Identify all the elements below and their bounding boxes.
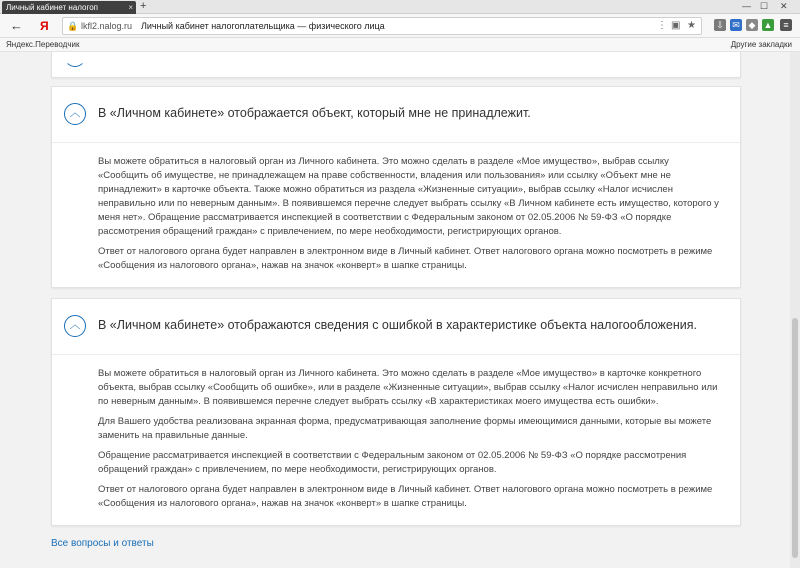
maximize-icon[interactable]: ☐ bbox=[760, 1, 769, 11]
reader-icon[interactable]: ▣ bbox=[671, 20, 681, 31]
faq-question: В «Личном кабинете» отображаются сведения с ошибкой в характеристике объекта налогообложения. bbox=[98, 318, 697, 332]
answer-paragraph: Обращение рассматривается инспекцией в соответствии с Федеральным законом от 02.05.2006 № 59-ФЗ «О порядке рассмотрения обращений граждан» с привлечением, по мере необходимости, регистрирующих органов. bbox=[98, 450, 687, 475]
scroll-thumb[interactable] bbox=[792, 318, 798, 558]
answer-paragraph: Ответ от налогового органа будет направлен в электронном виде в Личный кабинет. Ответ налогового органа можно посмотреть в режиме «Сообщения из налогового органа», нажав на значок «конверт» в шапке страницы. bbox=[98, 484, 713, 509]
mail-icon[interactable]: ✉ bbox=[730, 19, 742, 31]
chevron-up-icon[interactable]: ︿ bbox=[64, 315, 86, 337]
address-bar bbox=[0, 14, 800, 38]
chevron-up-icon[interactable]: ︿ bbox=[64, 103, 86, 125]
answer-paragraph: Для Вашего удобства реализована экранная форма, предусматривающая заполнение формы имеющимися данными, которые вы можете заменить на правильные данные. bbox=[98, 416, 712, 441]
faq-answer bbox=[52, 355, 740, 525]
page-content bbox=[0, 52, 790, 568]
tab-strip bbox=[0, 0, 800, 14]
new-tab-button[interactable]: + bbox=[140, 0, 147, 12]
answer-paragraph: Вы можете обратиться в налоговый орган из Личного кабинета. Это можно сделать в разделе «Мое имущество», выбрав ссылку «Сообщить об имуществе, не принадлежащем на праве собственности, владения или пользования» или ссылку «Объект мне не принадлежит» в карточке объекта. Также можно обратиться из раздела «Жизненные ситуации», выбрав ссылку «Налог исчислен неправильно или по неверным данным». В появившемся перечне следует выбрать ссылку «В Личном кабинете есть имущество, которого у меня нет». Обращение рассматривается инспекцией в соответствии с Федеральным законом от 02.05.2006 № 59-ФЗ «О порядке рассмотрения обращений граждан» с привлечением, по мере необходимости, регистрирующих органов. bbox=[98, 156, 719, 237]
other-bookmarks[interactable]: Другие закладки bbox=[730, 40, 792, 49]
url-text: lkfl2.nalog.ru bbox=[81, 21, 133, 31]
collapse-icon[interactable] bbox=[64, 52, 86, 67]
page-menu-icon[interactable]: ⋮ bbox=[657, 20, 667, 31]
browser-tab[interactable] bbox=[2, 1, 136, 14]
faq-card-header[interactable] bbox=[52, 299, 740, 355]
bookmarks-bar bbox=[0, 38, 800, 52]
back-button[interactable]: ← bbox=[10, 18, 23, 33]
url-page-title: Личный кабинет налогоплательщика — физического лица bbox=[141, 21, 385, 31]
yandex-logo-button[interactable]: Я bbox=[40, 19, 49, 33]
faq-card-header[interactable] bbox=[52, 87, 740, 143]
faq-card-previous bbox=[51, 52, 741, 78]
lock-icon: 🔒 bbox=[67, 21, 79, 31]
faq-question: В «Личном кабинете» отображается объект, который мне не принадлежит. bbox=[98, 106, 531, 120]
shield-icon[interactable]: ◆ bbox=[746, 19, 758, 31]
minimize-icon[interactable]: — bbox=[742, 1, 751, 11]
bookmark-translator[interactable]: Яндекс.Переводчик bbox=[6, 40, 80, 49]
answer-paragraph: Вы можете обратиться в налоговый орган из Личного кабинета. Это можно сделать в разделе «Мое имущество» в карточке конкретного объекта, выбрав ссылку «Сообщить об ошибке», или в разделе «Жизненные ситуации», выбрав ссылку «Налог исчислен неправильно или по неверным данным». В появившемся перечне следует выбрать ссылку «В характеристиках моего имущества есть ошибки». bbox=[98, 368, 718, 407]
faq-card bbox=[51, 86, 741, 288]
url-input[interactable] bbox=[62, 17, 702, 35]
bookmark-star-icon[interactable]: ★ bbox=[687, 20, 696, 31]
close-window-icon[interactable]: ✕ bbox=[780, 1, 788, 11]
scrollbar[interactable] bbox=[790, 52, 800, 568]
menu-icon[interactable]: ≡ bbox=[780, 19, 792, 31]
all-questions-link[interactable]: Все вопросы и ответы bbox=[51, 538, 154, 549]
faq-answer bbox=[52, 143, 740, 287]
faq-card bbox=[51, 298, 741, 526]
extension-icon[interactable]: ▲ bbox=[763, 20, 773, 30]
tab-close-icon[interactable]: × bbox=[128, 3, 133, 12]
downloads-icon[interactable]: ⇩ bbox=[714, 19, 726, 31]
answer-paragraph: Ответ от налогового органа будет направлен в электронном виде в Личный кабинет. Ответ налогового органа можно посмотреть в режиме «Сообщения из налогового органа», нажав на значок «конверт» в шапке страницы. bbox=[98, 246, 713, 271]
tab-title: Личный кабинет налогоп bbox=[6, 3, 99, 12]
